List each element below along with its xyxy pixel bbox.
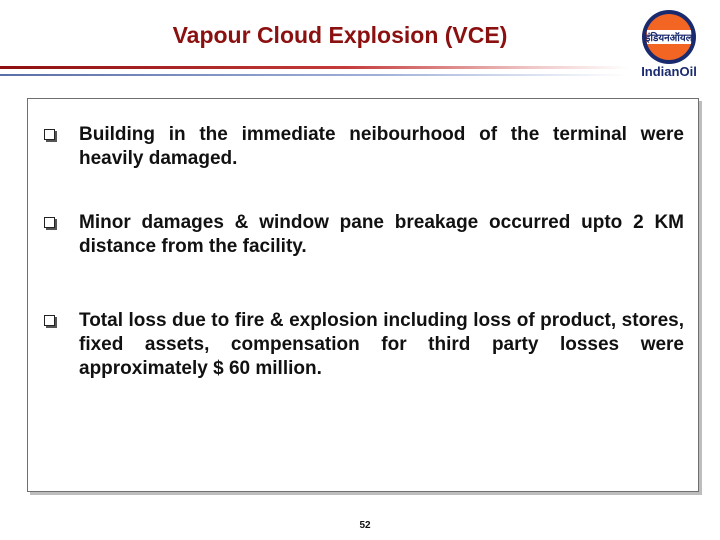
content-box xyxy=(27,98,699,492)
hollow-square-icon xyxy=(44,315,55,326)
indianoil-logo xyxy=(626,8,712,80)
logo-devanagari-text: इंडियनऑयल xyxy=(645,33,693,44)
bullet-item xyxy=(44,123,684,171)
bullet-text: Total loss due to fire & explosion including loss of product, stores, fixed assets, compensation for third party losses were approximately $ 60 million. xyxy=(79,310,684,379)
hollow-square-icon xyxy=(44,217,55,228)
logo-brand-text: IndianOil xyxy=(641,64,697,79)
header-rule xyxy=(0,66,628,69)
bullet-text: Minor damages & window pane breakage occurred upto 2 KM distance from the facility. xyxy=(79,212,684,257)
page-number: 52 xyxy=(359,520,371,531)
indianoil-logo-icon xyxy=(626,8,712,66)
bullet-text: Building in the immediate neibourhood of the terminal were heavily damaged. xyxy=(79,124,684,169)
header-rule-secondary xyxy=(0,74,628,76)
bullet-item xyxy=(44,211,684,259)
hollow-square-icon xyxy=(44,129,55,140)
bullet-item xyxy=(44,309,684,381)
slide-title: Vapour Cloud Explosion (VCE) xyxy=(172,22,508,48)
